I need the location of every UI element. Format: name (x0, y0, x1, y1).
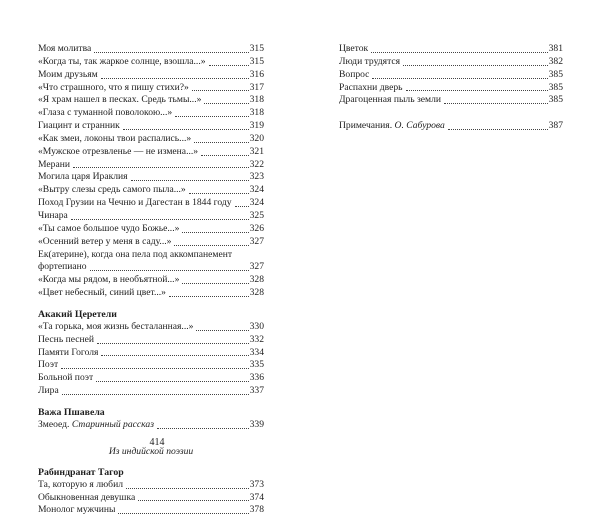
toc-entry-title: Змеоед. Старинный рассказ (38, 418, 154, 430)
toc-entry-title: «Вытру слезы средь самого пыла...» (38, 184, 186, 196)
leader-dots (118, 513, 248, 514)
toc-entry (38, 274, 264, 287)
toc-entry-title: Памяти Гоголя (38, 346, 99, 358)
toc-entry (38, 184, 264, 197)
leader-dots (192, 90, 249, 91)
toc-entry (38, 492, 264, 505)
toc-entry-title: Обыкновенная девушка (38, 491, 136, 503)
toc-entry-page: 336 (249, 372, 264, 384)
toc-entry-title: Драгоценная пыль земли (339, 94, 442, 106)
toc-entry-title: Примечания. О. Сабурова (339, 120, 445, 132)
toc-entry (38, 385, 264, 398)
toc-entry (339, 56, 563, 69)
toc-entry-title: Распахни дверь (339, 81, 403, 93)
toc-entry-page: 378 (249, 504, 264, 516)
toc-entry-page: 320 (249, 132, 264, 144)
toc-entry-title: Моя молитва (38, 43, 92, 54)
leader-dots (62, 394, 249, 395)
leader-dots (94, 52, 248, 53)
leader-dots (96, 381, 248, 382)
toc-entry-page: 387 (548, 120, 563, 132)
toc-group-lermontov-end (38, 274, 264, 300)
toc-entry (38, 321, 264, 334)
toc-entry-title: Цветок (339, 43, 369, 54)
toc-entry-page: 321 (249, 145, 264, 157)
toc-entry-page: 318 (249, 94, 264, 106)
author-heading: Акакий Церетели (38, 308, 117, 320)
toc-entry-title: Гиацинт и странник (38, 120, 120, 132)
toc-entry-page: 325 (249, 209, 264, 221)
toc-entry-title: «Глаза с туманной поволокою...» (38, 107, 173, 119)
toc-entry (38, 347, 264, 360)
toc-entry-title: «Осенний ветер у меня в саду...» (38, 235, 172, 247)
leader-dots (138, 500, 248, 501)
toc-entry-page: 373 (249, 478, 264, 490)
leader-dots (189, 193, 249, 194)
leader-dots (174, 245, 248, 246)
author-heading: Важа Пшавела (38, 406, 105, 418)
toc-entry (38, 504, 264, 517)
toc-entry-title: Могила царя Ираклия (38, 171, 128, 183)
toc-right-column (339, 43, 563, 133)
toc-entry-title: Лира (38, 385, 59, 397)
toc-entry (38, 133, 264, 146)
leader-dots (406, 90, 548, 91)
leader-dots (194, 142, 248, 143)
toc-entry-page: 339 (249, 418, 264, 430)
toc-group-tagore (38, 479, 264, 517)
toc-entry-page: 327 (249, 261, 264, 273)
leader-dots (448, 129, 548, 130)
toc-entry (38, 223, 264, 236)
toc-entry-page: 385 (548, 68, 563, 80)
toc-entry (38, 56, 264, 69)
toc-entry-title: «Как змеи, локоны твои распались...» (38, 132, 192, 144)
leader-dots (372, 78, 547, 79)
toc-entry-title: «Что страшного, что я пишу стихи?» (38, 81, 189, 93)
leader-dots (196, 330, 248, 331)
toc-entry-title: Чинара (38, 209, 68, 221)
toc-entry (38, 236, 264, 249)
toc-entry-title: Больной поэт (38, 372, 94, 384)
author-heading: Рабиндранат Тагор (38, 466, 124, 478)
toc-entry (38, 69, 264, 82)
toc-entry-title: Монолог мужчины (38, 504, 116, 516)
leader-dots (61, 368, 248, 369)
leader-dots (235, 206, 249, 207)
toc-entry-page: 328 (249, 274, 264, 286)
toc-entry (38, 94, 264, 107)
toc-entry-page: 381 (548, 43, 563, 54)
leader-dots (71, 219, 249, 220)
toc-entry-title: «Мужское отрезвленье — не измена...» (38, 145, 199, 157)
leader-dots (209, 65, 249, 66)
toc-entry-title: Моим друзьям (38, 68, 98, 80)
leader-dots (371, 52, 547, 53)
leader-dots (444, 103, 548, 104)
toc-entry-page: 324 (249, 184, 264, 196)
toc-entry-page: 385 (548, 94, 563, 106)
toc-entry (339, 94, 563, 107)
leader-dots (157, 428, 249, 429)
toc-entry (38, 146, 264, 159)
toc-entry (339, 43, 563, 56)
leader-dots (169, 296, 249, 297)
leader-dots (131, 180, 249, 181)
leader-dots (403, 65, 548, 66)
toc-entry-page: 385 (548, 81, 563, 93)
toc-entry-title: «Цвет небесный, синий цвет...» (38, 287, 166, 299)
toc-entry-page: 332 (249, 333, 264, 345)
leader-dots (126, 488, 249, 489)
toc-entry-page: 330 (249, 320, 264, 332)
leader-dots (175, 116, 248, 117)
toc-group-tagore-cont (339, 43, 563, 107)
toc-entry (38, 43, 264, 56)
toc-entry (38, 197, 264, 210)
toc-entry-page: 318 (249, 107, 264, 119)
toc-entry-title: Люди трудятся (339, 55, 401, 67)
toc-entry-page: 317 (249, 81, 264, 93)
toc-group-tsereteli (38, 321, 264, 398)
toc-entry (38, 419, 264, 432)
toc-entry-page: 324 (249, 197, 264, 209)
toc-entry-page: 327 (249, 235, 264, 247)
toc-entry-title: «Когда мы рядом, в необъятной...» (38, 274, 180, 286)
toc-entry (38, 359, 264, 372)
toc-entry-title: Песнь песней (38, 333, 95, 345)
leader-dots (201, 155, 249, 156)
toc-entry (38, 171, 264, 184)
toc-entry-page: 322 (249, 158, 264, 170)
toc-entry-title-cont: фортепиано (38, 261, 87, 273)
leader-dots (97, 343, 249, 344)
leader-dots (73, 167, 249, 168)
toc-entry-page: 315 (249, 43, 264, 54)
leader-dots (204, 103, 248, 104)
toc-entry (38, 120, 264, 133)
toc-entry-page: 334 (249, 346, 264, 358)
toc-entry-notes (339, 120, 563, 133)
toc-entry (38, 479, 264, 492)
toc-entry-title: Поэт (38, 359, 59, 371)
toc-entry-title: «Когда ты, так жаркое солнце, взошла...» (38, 55, 206, 67)
toc-entry-title: «Ты самое большое чудо Божье...» (38, 222, 180, 234)
section-heading: Из индийской поэзии (108, 445, 194, 457)
toc-entry-title: Мерани (38, 158, 70, 170)
toc-entry (38, 210, 264, 223)
toc-entry-page: 328 (249, 287, 264, 299)
toc-entry-page: 319 (249, 120, 264, 132)
toc-entry-title: Ек(атерине), когда она пела под аккомпанемент (38, 248, 233, 260)
toc-entry-page: 315 (249, 55, 264, 67)
leader-dots (101, 355, 248, 356)
toc-entry-page: 374 (249, 491, 264, 503)
toc-entry-page: 337 (249, 385, 264, 397)
toc-entry-page: 326 (249, 222, 264, 234)
toc-entry (38, 159, 264, 172)
toc-entry-page: 335 (249, 359, 264, 371)
toc-entry (339, 69, 563, 82)
page-number: 414 (149, 437, 165, 448)
leader-dots (123, 129, 249, 130)
leader-dots (101, 78, 249, 79)
toc-entry-page: 382 (548, 55, 563, 67)
toc-entry (38, 287, 264, 300)
toc-entry-title: Вопрос (339, 68, 370, 80)
toc-entry-title: «Я храм нашел в песках. Средь тьмы...» (38, 94, 202, 106)
leader-dots (182, 232, 248, 233)
leader-dots (90, 270, 249, 271)
toc-entry-title: Та, которую я любил (38, 478, 123, 490)
toc-entry (38, 334, 264, 347)
toc-entry (38, 82, 264, 95)
toc-entry-page: 316 (249, 68, 264, 80)
toc-entry (38, 107, 264, 120)
toc-entry (339, 82, 563, 95)
toc-group-lermontov (38, 43, 264, 249)
leader-dots (182, 283, 248, 284)
toc-entry-title: «Та горька, моя жизнь бесталанная...» (38, 320, 194, 332)
toc-entry (38, 249, 264, 275)
toc-entry-page: 323 (249, 171, 264, 183)
toc-entry-title: Поход Грузии на Чечню и Дагестан в 1844 году (38, 197, 232, 209)
toc-entry (38, 372, 264, 385)
